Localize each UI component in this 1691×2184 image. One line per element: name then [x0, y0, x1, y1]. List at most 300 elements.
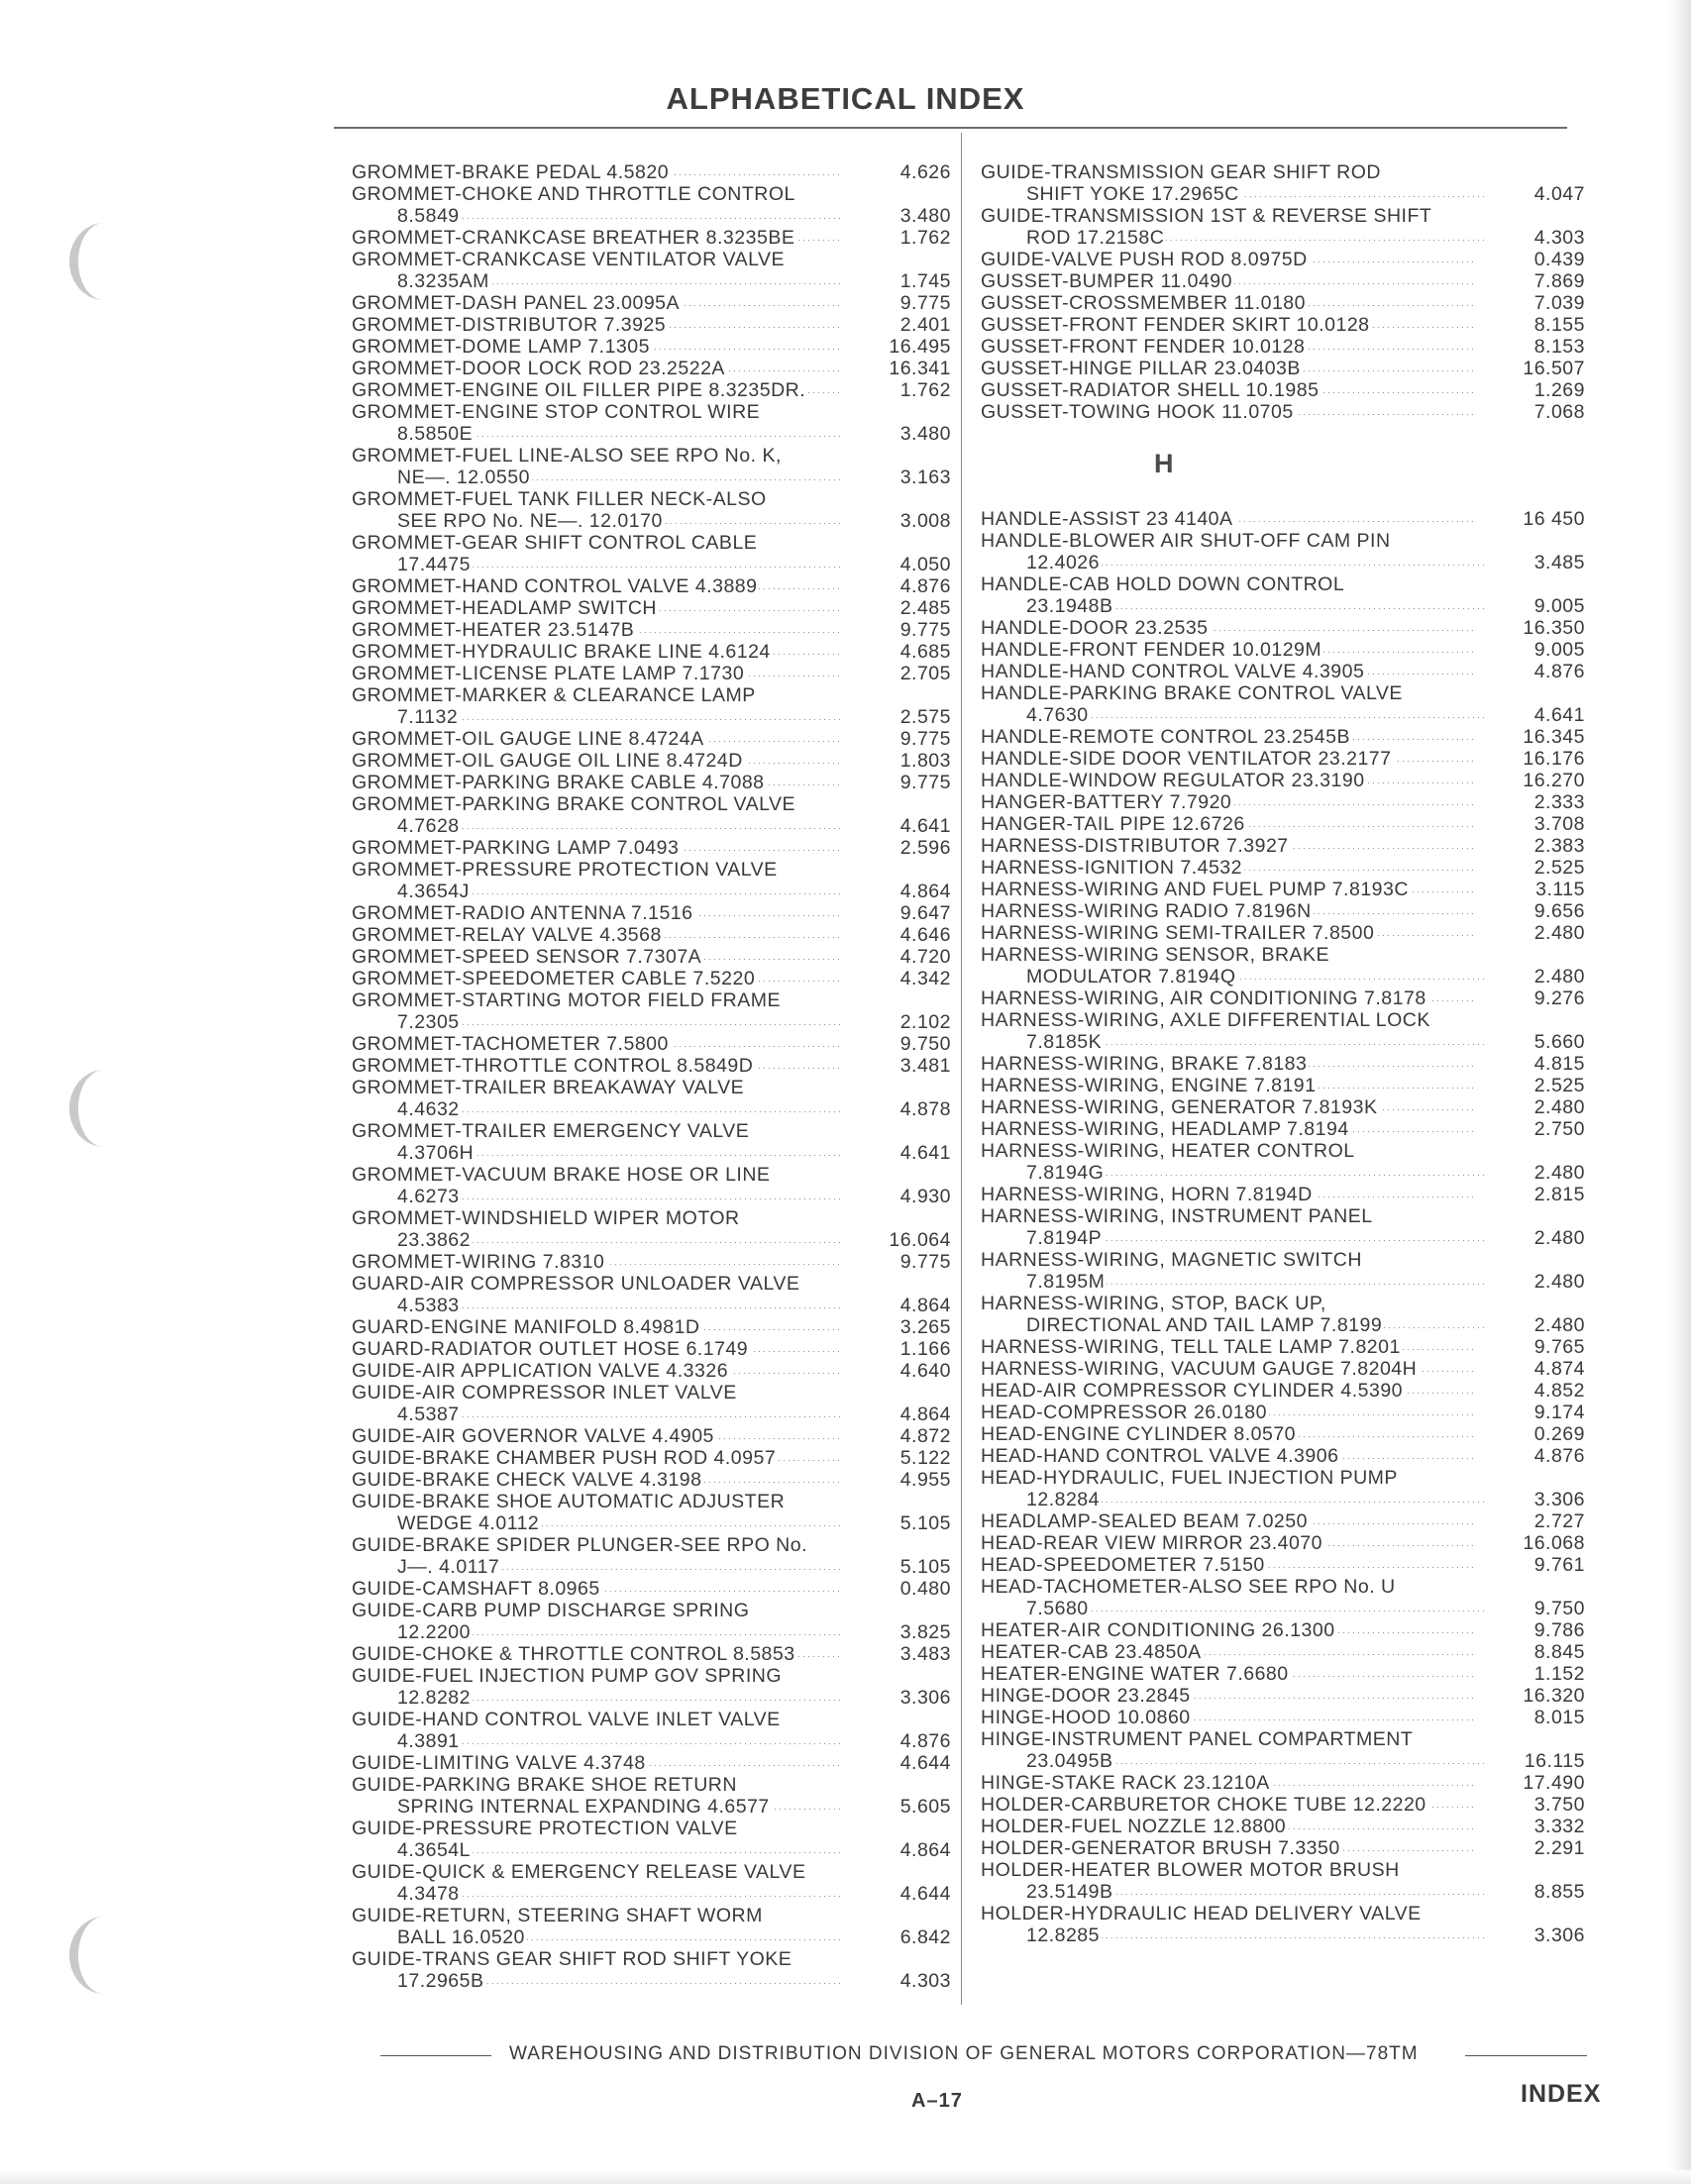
index-entry-line — [981, 988, 1585, 1009]
index-entry-text: GUIDE-BRAKE CHECK VALVE 4.3198 — [352, 1469, 702, 1491]
index-entry-page: 4.874 — [1533, 1358, 1585, 1380]
index-entry-text: 4.7628 — [397, 815, 460, 837]
index-entry — [352, 1273, 951, 1316]
index-entry-text: HEAD-SPEEDOMETER 7.5150 — [981, 1554, 1265, 1576]
index-entry-continuation — [981, 704, 1585, 726]
index-entry — [981, 1903, 1585, 1946]
index-entry-line — [981, 270, 1585, 292]
index-entry-line — [352, 597, 951, 619]
index-entry-page: 4.050 — [899, 554, 951, 575]
index-entry-text: GROMMET-PRESSURE PROTECTION VALVE — [352, 859, 778, 881]
index-entry — [352, 1774, 951, 1818]
index-entry — [981, 1445, 1585, 1467]
index-entry-line — [352, 488, 951, 510]
index-entry — [352, 1207, 951, 1251]
index-entry — [981, 1118, 1585, 1140]
index-entry-line — [352, 358, 951, 379]
index-entry-continuation — [352, 554, 951, 575]
index-entry-text: GROMMET-DOOR LOCK ROD 23.2522A — [352, 358, 725, 379]
index-entry-line — [352, 183, 951, 205]
index-entry-page: 4.876 — [899, 1730, 951, 1752]
index-entry-page: 4.864 — [899, 881, 951, 902]
index-entry-line — [352, 1251, 951, 1273]
index-entry — [352, 924, 951, 946]
index-entry-line — [981, 336, 1585, 358]
index-entry-continuation — [981, 966, 1585, 988]
index-entry-text: HOLDER-HYDRAULIC HEAD DELIVERY VALVE — [981, 1903, 1422, 1924]
index-entry-page: 8.155 — [1533, 314, 1585, 336]
index-entry-page: 16 450 — [1523, 508, 1585, 530]
index-entry-page: 2.480 — [1533, 1162, 1585, 1184]
section-letter: H — [1154, 449, 1174, 478]
index-entry-text: GROMMET-STARTING MOTOR FIELD FRAME — [352, 989, 782, 1011]
index-entry-page: 3.825 — [899, 1621, 951, 1643]
index-entry-page: 4.864 — [899, 1404, 951, 1425]
index-entry-line — [352, 532, 951, 554]
index-entry-text: HEAD-ENGINE CYLINDER 8.0570 — [981, 1423, 1297, 1445]
index-entry-line — [981, 1249, 1585, 1271]
index-entry-text: 7.5680 — [1026, 1598, 1089, 1619]
index-entry-page: 2.291 — [1533, 1837, 1585, 1859]
index-entry-page: 4.303 — [899, 1970, 951, 1992]
index-entry — [352, 1120, 951, 1164]
index-entry-text: HARNESS-WIRING, HEATER CONTROL — [981, 1140, 1355, 1162]
page-bottom-shadow — [0, 2170, 1691, 2184]
index-entry — [352, 684, 951, 728]
index-entry-text: GUIDE-TRANSMISSION GEAR SHIFT ROD — [981, 161, 1382, 183]
index-entry-text: GROMMET-OIL GAUGE LINE 8.4724A — [352, 728, 704, 750]
index-entry-continuation — [981, 1031, 1585, 1053]
index-entry-line — [981, 530, 1585, 552]
index-entry-line — [981, 1445, 1585, 1467]
index-entry-line — [981, 1096, 1585, 1118]
index-entry-text: GUIDE-AIR COMPRESSOR INLET VALVE — [352, 1382, 737, 1404]
index-entry — [981, 1554, 1585, 1576]
index-entry-line — [981, 879, 1585, 900]
index-entry-line — [981, 1532, 1585, 1554]
index-entry-page: 3.485 — [1533, 552, 1585, 573]
index-entry-text: GUIDE-VALVE PUSH ROD 8.0975D — [981, 249, 1308, 270]
index-entry-text: 4.6273 — [397, 1186, 460, 1207]
index-entry-page: 16.345 — [1523, 726, 1585, 748]
index-entry — [352, 1447, 951, 1469]
index-entry-page: 1.152 — [1533, 1663, 1585, 1685]
index-entry-text: MODULATOR 7.8194Q — [1026, 966, 1236, 988]
index-entry — [981, 1685, 1585, 1707]
index-entry-text: HARNESS-WIRING, STOP, BACK UP, — [981, 1293, 1326, 1314]
index-entry — [981, 1075, 1585, 1096]
index-entry-line — [981, 1554, 1585, 1576]
index-entry — [352, 597, 951, 619]
index-entry — [352, 1164, 951, 1207]
index-entry-page: 16.064 — [889, 1229, 951, 1251]
index-entry — [981, 900, 1585, 922]
index-entry-text: GUIDE-BRAKE CHAMBER PUSH ROD 4.0957 — [352, 1447, 777, 1469]
index-entry-text: HANDLE-SIDE DOOR VENTILATOR 23.2177 — [981, 748, 1392, 770]
index-entry-text: GUIDE-TRANSMISSION 1ST & REVERSE SHIFT — [981, 205, 1432, 227]
index-entry-text: GROMMET-PARKING BRAKE CABLE 4.7088 — [352, 772, 765, 793]
index-entry-page: 3.163 — [899, 467, 951, 488]
index-entry-page: 4.685 — [899, 641, 951, 663]
index-entry-line — [352, 1382, 951, 1404]
index-entry-line — [981, 1009, 1585, 1031]
index-entry-text: 23.5149B — [1026, 1881, 1113, 1903]
index-entry — [981, 508, 1585, 530]
index-entry — [352, 488, 951, 532]
index-entry — [981, 661, 1585, 682]
index-entry-text: GROMMET-ENGINE STOP CONTROL WIRE — [352, 401, 761, 423]
index-entry-page: 2.383 — [1533, 835, 1585, 857]
index-entry — [981, 1641, 1585, 1663]
index-entry — [981, 1532, 1585, 1554]
index-entry-text: GROMMET-RADIO ANTENNA 7.1516 — [352, 902, 693, 924]
index-entry-page: 3.750 — [1533, 1794, 1585, 1816]
index-entry-page: 2.705 — [899, 663, 951, 684]
index-entry-line — [352, 793, 951, 815]
index-entry-text: 7.2305 — [397, 1011, 460, 1033]
index-entry-page: 17.490 — [1523, 1772, 1585, 1794]
index-entry-line — [352, 401, 951, 423]
index-entry-line — [981, 1423, 1585, 1445]
index-entry-line — [981, 1293, 1585, 1314]
index-entry-text: SHIFT YOKE 17.2965C — [1026, 183, 1239, 205]
index-entry-text: GROMMET-HAND CONTROL VALVE 4.3889 — [352, 575, 758, 597]
index-entry-text: 4.3654J — [397, 881, 470, 902]
index-entry-continuation — [352, 1186, 951, 1207]
index-entry — [352, 401, 951, 445]
index-entry-text: HARNESS-WIRING, MAGNETIC SWITCH — [981, 1249, 1362, 1271]
index-entry-continuation — [981, 183, 1585, 205]
index-entry-continuation — [352, 1621, 951, 1643]
footer-rule-left — [380, 2055, 491, 2056]
index-entry-line — [352, 314, 951, 336]
index-entry — [352, 1338, 951, 1360]
index-entry-text: 4.4632 — [397, 1098, 460, 1120]
column-divider — [961, 133, 962, 2005]
index-entry-page: 9.765 — [1533, 1336, 1585, 1358]
page-number: A–17 — [911, 2090, 963, 2112]
index-entry-text: HEATER-AIR CONDITIONING 26.1300 — [981, 1619, 1335, 1641]
index-entry-line — [981, 639, 1585, 661]
index-entry-text: GROMMET-GEAR SHIFT CONTROL CABLE — [352, 532, 758, 554]
index-entry-text: GUSSET-FRONT FENDER 10.0128 — [981, 336, 1306, 358]
index-entry-page: 16.350 — [1523, 617, 1585, 639]
index-entry-line — [981, 1053, 1585, 1075]
index-entry — [352, 989, 951, 1033]
index-entry-text: NE—. 12.0550 — [397, 467, 530, 488]
index-entry-page: 3.306 — [1533, 1489, 1585, 1510]
index-entry-continuation — [352, 1839, 951, 1861]
index-entry-line — [352, 1425, 951, 1447]
index-entry — [352, 750, 951, 772]
index-entry-continuation — [352, 1404, 951, 1425]
index-entry-continuation — [352, 881, 951, 902]
index-entry-line — [352, 379, 951, 401]
index-group-g — [981, 161, 1585, 423]
index-entry-line — [981, 1205, 1585, 1227]
index-entry — [352, 641, 951, 663]
index-entry-text: 7.8194G — [1026, 1162, 1105, 1184]
index-entry-text: 4.5387 — [397, 1404, 460, 1425]
index-entry-line — [352, 1600, 951, 1621]
index-entry — [352, 946, 951, 968]
index-entry-page: 3.708 — [1533, 813, 1585, 835]
index-entry-text: GROMMET-DISTRIBUTOR 7.3925 — [352, 314, 667, 336]
index-entry-line — [352, 1033, 951, 1055]
index-entry — [981, 1728, 1585, 1772]
index-entry-text: HARNESS-WIRING, TELL TALE LAMP 7.8201 — [981, 1336, 1401, 1358]
index-entry-page: 2.485 — [899, 597, 951, 619]
page-title: ALPHABETICAL INDEX — [666, 81, 1025, 116]
index-entry-text: 12.8282 — [397, 1687, 471, 1709]
index-entry-line — [352, 1861, 951, 1883]
index-entry-text: BALL 16.0520 — [397, 1926, 525, 1948]
index-entry-page: 2.401 — [899, 314, 951, 336]
index-entry-line — [981, 661, 1585, 682]
index-entry-continuation — [352, 510, 951, 532]
index-entry — [352, 663, 951, 684]
index-entry-line — [981, 292, 1585, 314]
index-entry-continuation — [352, 1556, 951, 1578]
index-entry-text: HOLDER-CARBURETOR CHOKE TUBE 12.2220 — [981, 1794, 1427, 1816]
index-entry-text: GUIDE-PRESSURE PROTECTION VALVE — [352, 1818, 738, 1839]
index-entry-line — [981, 1794, 1585, 1816]
index-entry-line — [352, 1774, 951, 1796]
index-entry-page: 3.481 — [899, 1055, 951, 1077]
index-entry-line — [981, 617, 1585, 639]
index-entry — [981, 1816, 1585, 1837]
index-entry-page: 9.786 — [1533, 1619, 1585, 1641]
index-entry — [981, 161, 1585, 205]
index-entry-line — [981, 508, 1585, 530]
index-entry — [981, 944, 1585, 988]
index-entry-line — [981, 1184, 1585, 1205]
footer-division-text: WAREHOUSING AND DISTRIBUTION DIVISION OF GENERAL MOTORS CORPORATION—78TM — [509, 2043, 1419, 2064]
index-entry — [981, 1663, 1585, 1685]
binder-hole-bottom — [61, 1917, 121, 1994]
index-entry-line — [352, 684, 951, 706]
index-entry-line — [981, 1140, 1585, 1162]
index-entry — [981, 879, 1585, 900]
index-entry-continuation — [981, 1881, 1585, 1903]
index-entry-line — [981, 573, 1585, 595]
index-entry-text: 4.3654L — [397, 1839, 471, 1861]
index-entry — [981, 857, 1585, 879]
index-entry-line — [352, 946, 951, 968]
index-entry-page: 4.303 — [1533, 227, 1585, 249]
index-entry-page: 4.644 — [899, 1752, 951, 1774]
index-entry — [352, 728, 951, 750]
index-entry-page: 4.876 — [1533, 1445, 1585, 1467]
index-entry-text: GROMMET-RELAY VALVE 4.3568 — [352, 924, 662, 946]
index-entry-line — [981, 748, 1585, 770]
index-entry-page: 4.878 — [899, 1098, 951, 1120]
index-entry-text: 12.8285 — [1026, 1924, 1100, 1946]
index-entry — [981, 1184, 1585, 1205]
index-entry — [352, 1033, 951, 1055]
index-entry-text: 12.8284 — [1026, 1489, 1100, 1510]
index-entry-text: HEAD-TACHOMETER-ALSO SEE RPO No. U — [981, 1576, 1396, 1598]
index-entry — [981, 988, 1585, 1009]
index-entry-line — [981, 944, 1585, 966]
binder-hole-middle — [61, 1070, 121, 1147]
index-entry — [352, 793, 951, 837]
index-entry-line — [981, 1576, 1585, 1598]
index-entry-line — [352, 227, 951, 249]
index-entry — [981, 1009, 1585, 1053]
index-entry — [352, 1709, 951, 1752]
index-entry — [981, 1837, 1585, 1859]
index-entry-line — [981, 1728, 1585, 1750]
index-entry-page: 2.815 — [1533, 1184, 1585, 1205]
index-entry — [352, 358, 951, 379]
index-entry-text: J—. 4.0117 — [397, 1556, 500, 1578]
index-entry-text: GROMMET-BRAKE PEDAL 4.5820 — [352, 161, 670, 183]
index-entry-line — [352, 837, 951, 859]
index-entry — [352, 1948, 951, 1992]
index-entry-text: GUIDE-CHOKE & THROTTLE CONTROL 8.5853 — [352, 1643, 795, 1665]
index-entry-page: 4.646 — [899, 924, 951, 946]
index-entry-text: HARNESS-DISTRIBUTOR 7.3927 — [981, 835, 1289, 857]
index-entry-page: 1.166 — [899, 1338, 951, 1360]
index-entry-text: GUIDE-CARB PUMP DISCHARGE SPRING — [352, 1600, 750, 1621]
section-letter-heading — [981, 423, 1585, 508]
index-entry-text: HANDLE-HAND CONTROL VALVE 4.3905 — [981, 661, 1365, 682]
index-entry-page: 4.930 — [899, 1186, 951, 1207]
index-entry-text: HANDLE-REMOTE CONTROL 23.2545B — [981, 726, 1350, 748]
index-entry-page: 3.115 — [1535, 879, 1585, 900]
index-entry-text: HOLDER-HEATER BLOWER MOTOR BRUSH — [981, 1859, 1400, 1881]
index-entry-page: 4.876 — [899, 575, 951, 597]
index-entry-text: GUIDE-HAND CONTROL VALVE INLET VALVE — [352, 1709, 781, 1730]
index-entry-page: 3.480 — [899, 423, 951, 445]
index-entry-page: 2.480 — [1533, 1096, 1585, 1118]
index-entry-line — [352, 989, 951, 1011]
index-entry-text: DIRECTIONAL AND TAIL LAMP 7.8199 — [1026, 1314, 1383, 1336]
index-entry-line — [981, 1903, 1585, 1924]
index-entry — [981, 1053, 1585, 1075]
index-entry-text: GROMMET-MARKER & CLEARANCE LAMP — [352, 684, 756, 706]
index-entry-continuation — [981, 1314, 1585, 1336]
index-entry-text: GROMMET-VACUUM BRAKE HOSE OR LINE — [352, 1164, 771, 1186]
index-entry-page: 9.761 — [1533, 1554, 1585, 1576]
index-entry-continuation — [352, 1295, 951, 1316]
index-entry-page: 0.269 — [1533, 1423, 1585, 1445]
index-entry-page: 9.775 — [899, 728, 951, 750]
index-entry-continuation — [352, 815, 951, 837]
index-entry — [352, 902, 951, 924]
index-entry-text: GROMMET-TRAILER BREAKAWAY VALVE — [352, 1077, 745, 1098]
index-entry-line — [981, 379, 1585, 401]
index-entry-text: GROMMET-TACHOMETER 7.5800 — [352, 1033, 669, 1055]
index-entry-text: HANDLE-WINDOW REGULATOR 23.3190 — [981, 770, 1365, 791]
index-entry-text: GROMMET-CRANKCASE VENTILATOR VALVE — [352, 249, 786, 270]
index-entry-text: HARNESS-WIRING, ENGINE 7.8191 — [981, 1075, 1317, 1096]
index-entry — [352, 1665, 951, 1709]
index-entry-line — [981, 1467, 1585, 1489]
index-entry-text: ROD 17.2158C — [1026, 227, 1165, 249]
index-entry-page: 4.641 — [899, 1142, 951, 1164]
index-entry-line — [352, 1207, 951, 1229]
index-entry — [352, 227, 951, 249]
index-entry-line — [352, 1752, 951, 1774]
index-entry — [981, 1859, 1585, 1903]
index-entry — [981, 835, 1585, 857]
index-entry — [981, 249, 1585, 270]
index-entry-page: 4.955 — [899, 1469, 951, 1491]
index-entry-page: 1.762 — [899, 227, 951, 249]
index-entry-page: 2.575 — [899, 706, 951, 728]
index-entry-page: 5.105 — [899, 1512, 951, 1534]
index-entry-line — [352, 750, 951, 772]
index-entry-line — [352, 663, 951, 684]
index-entry-text: HANDLE-BLOWER AIR SHUT-OFF CAM PIN — [981, 530, 1391, 552]
index-entry-line — [352, 1360, 951, 1382]
index-entry-line — [352, 968, 951, 989]
index-entry-page: 7.039 — [1533, 292, 1585, 314]
index-entry-page: 9.656 — [1533, 900, 1585, 922]
index-entry-text: 7.1132 — [397, 706, 459, 728]
index-entry-line — [981, 1837, 1585, 1859]
index-entry — [352, 1491, 951, 1534]
index-entry — [981, 1576, 1585, 1619]
index-entry-line — [352, 1055, 951, 1077]
index-entry-text: GUARD-ENGINE MANIFOLD 8.4981D — [352, 1316, 700, 1338]
index-entry-line — [981, 1707, 1585, 1728]
index-entry — [352, 968, 951, 989]
index-entry-page: 8.855 — [1533, 1881, 1585, 1903]
index-entry-text: HANDLE-CAB HOLD DOWN CONTROL — [981, 573, 1345, 595]
index-entry-line — [352, 1120, 951, 1142]
index-entry-text: HOLDER-GENERATOR BRUSH 7.3350 — [981, 1837, 1340, 1859]
index-entry — [981, 401, 1585, 423]
index-entry-line — [352, 1316, 951, 1338]
index-entry-continuation — [981, 1750, 1585, 1772]
index-entry-continuation — [352, 1229, 951, 1251]
index-entry-text: HANGER-BATTERY 7.7920 — [981, 791, 1232, 813]
index-entry-text: HARNESS-WIRING, BRAKE 7.8183 — [981, 1053, 1308, 1075]
index-entry-continuation — [352, 1730, 951, 1752]
index-entry-text: HEAD-REAR VIEW MIRROR 23.4070 — [981, 1532, 1323, 1554]
index-entry-text: SEE RPO No. NE—. 12.0170 — [397, 510, 663, 532]
index-entry — [352, 859, 951, 902]
index-entry-text: HEATER-CAB 23.4850A — [981, 1641, 1202, 1663]
index-entry-text: GUIDE-RETURN, STEERING SHAFT WORM — [352, 1905, 763, 1926]
index-entry — [352, 1077, 951, 1120]
index-entry — [352, 1905, 951, 1948]
index-entry-line — [352, 1164, 951, 1186]
index-entry — [981, 1249, 1585, 1293]
index-entry — [981, 639, 1585, 661]
index-entry — [352, 1316, 951, 1338]
index-entry-line — [352, 292, 951, 314]
index-entry — [352, 314, 951, 336]
index-entry — [352, 1818, 951, 1861]
index-entry-page: 4.641 — [1533, 704, 1585, 726]
index-entry-text: GROMMET-WINDSHIELD WIPER MOTOR — [352, 1207, 740, 1229]
index-entry-text: HEAD-HAND CONTROL VALVE 4.3906 — [981, 1445, 1339, 1467]
index-entry — [981, 1794, 1585, 1816]
index-entry-text: HANDLE-PARKING BRAKE CONTROL VALVE — [981, 682, 1403, 704]
index-entry-continuation — [352, 1926, 951, 1948]
index-entry-page: 3.306 — [1533, 1924, 1585, 1946]
index-entry-line — [352, 336, 951, 358]
index-entry-page: 7.869 — [1533, 270, 1585, 292]
index-entry — [981, 205, 1585, 249]
index-entry-text: GROMMET-OIL GAUGE OIL LINE 8.4724D — [352, 750, 743, 772]
index-entry-text: 4.7630 — [1026, 704, 1089, 726]
index-entry — [352, 619, 951, 641]
